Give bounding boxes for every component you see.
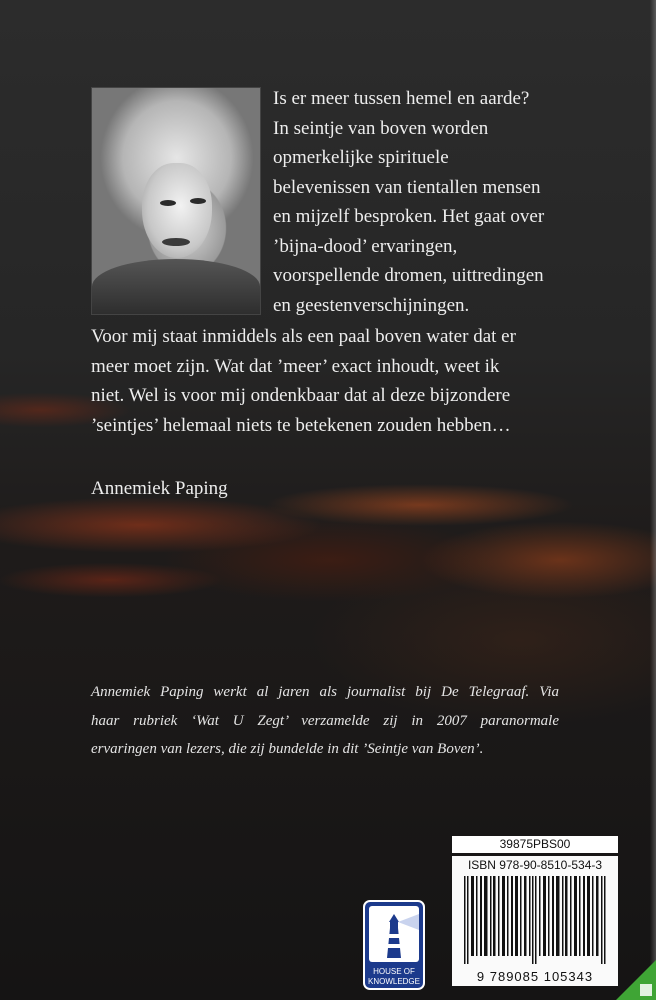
publisher-logo: [363, 900, 425, 990]
bio-line: haar rubriek ‘Wat U Zegt’ verzamelde zij in 2007 paranormale: [91, 712, 559, 729]
product-code-label: 39875PBS00: [452, 836, 618, 853]
publisher-line2: KNOWLEDGE: [367, 977, 421, 986]
intro-line: belevenissen van tientallen mensen: [273, 176, 541, 198]
author-bio: [91, 678, 559, 764]
author-signature: Annemiek Paping: [91, 478, 228, 499]
lighthouse-icon: [363, 900, 425, 990]
cover-edge: [650, 0, 656, 1000]
bio-line: Annemiek Paping werkt al jaren als journalist bij De Telegraaf. Via: [91, 684, 559, 700]
intro-line: en geestenverschijningen.: [273, 294, 470, 316]
body-line: meer moet zijn. Wat dat ’meer’ exact inhoudt, weet ik: [91, 355, 500, 377]
author-shoulder: [92, 259, 260, 314]
body-text: [91, 322, 621, 440]
publisher-line1: HOUSE OF: [373, 967, 415, 976]
ean-digits: 9 789085 105343: [476, 969, 594, 984]
intro-line: voorspellende dromen, uittredingen: [273, 265, 544, 286]
intro-line: opmerkelijke spirituele: [273, 147, 449, 168]
intro-text: [273, 84, 613, 320]
corner-badge-icon: [616, 960, 656, 1000]
barcode-icon: [464, 876, 606, 964]
intro-line: ’bijna-dood’ ervaringen,: [273, 235, 458, 257]
isbn-label: ISBN 978-90-8510-534-3: [467, 858, 603, 872]
author-eye-left: [160, 200, 176, 206]
body-line: niet. Wel is voor mij ondenkbaar dat al deze bijzondere: [91, 385, 511, 406]
intro-line: In seintje van boven worden: [273, 117, 489, 139]
body-line: Voor mij staat inmiddels als een paal boven water dat er: [91, 326, 516, 347]
bio-line: ervaringen van lezers, die zij bundelde in dit ’Seintje van Boven’.: [91, 741, 484, 757]
body-line: ’seintjes’ helemaal niets te betekenen zouden hebben…: [91, 414, 511, 436]
intro-line: en mijzelf besproken. Het gaat over: [273, 206, 545, 227]
barcode-panel: [452, 856, 618, 986]
intro-line: Is er meer tussen hemel en aarde?: [273, 88, 530, 109]
author-lips: [162, 238, 190, 246]
author-eye-right: [190, 198, 206, 204]
author-photo: [91, 87, 261, 315]
